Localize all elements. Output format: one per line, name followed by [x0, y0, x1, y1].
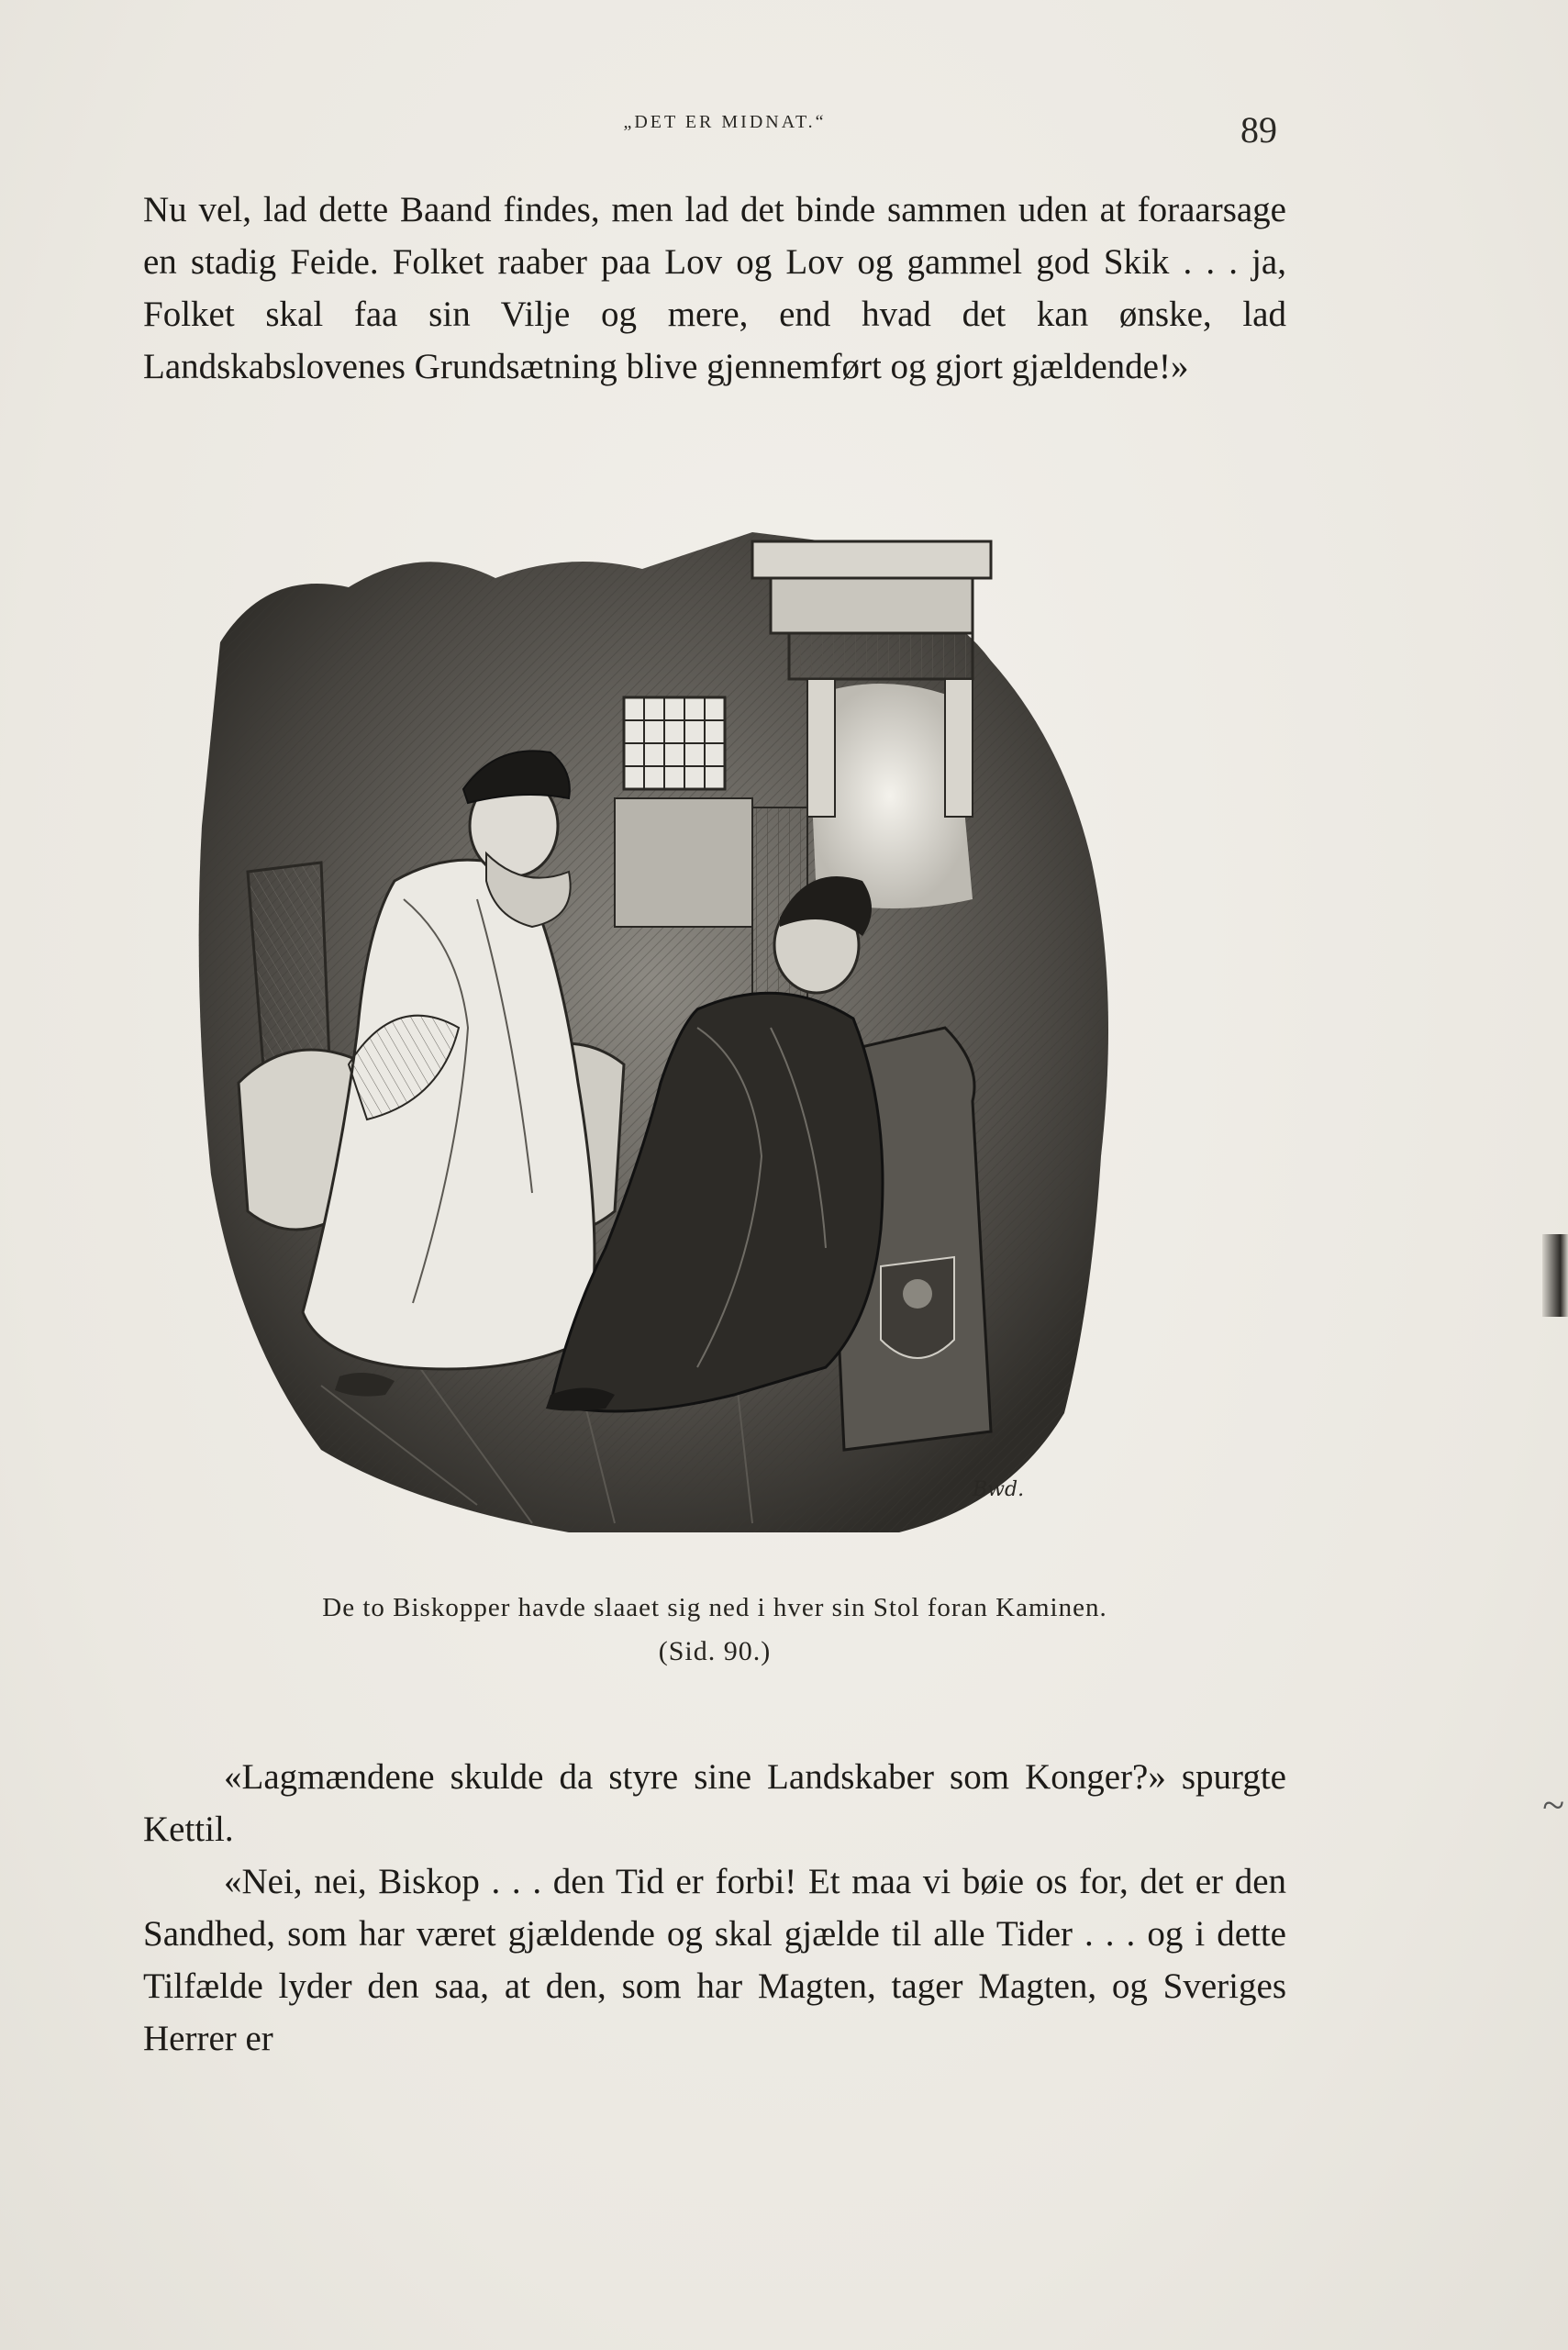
paragraph: «Nei, nei, Biskop . . . den Tid er forbi! Et maa vi bøie os for, det er den Sandhed, som har været gjældende og skal gjælde til alle Tider . . . og i dette Tilfælde lyder den saa, at den, som har Magten, tager Magten, og Sveriges Herrer er: [143, 1862, 1286, 2058]
page-number: 89: [1240, 109, 1277, 150]
page-edge-mark: [1542, 1234, 1568, 1317]
caption-page-ref: (Sid. 90.): [658, 1636, 772, 1666]
paragraph: Nu vel, lad dette Baand findes, men lad det binde sammen uden at foraarsage en stadig Feide. Folket raaber paa Lov og Lov og gammel god Skik . . . ja, Folket skal faa sin Vilje og mere, end hvad det kan ønske, lad Landskabslovenes Grundsætning blive gjennemført og gjort gjældende!»: [143, 190, 1286, 386]
caption-text: De to Biskopper havde slaaet sig ned i hver sin Stol foran Kaminen.: [322, 1593, 1107, 1622]
engraving-illustration: [183, 514, 1239, 1560]
page-edge-curl: ~: [1542, 1783, 1564, 1828]
illustration-caption: [143, 1586, 1286, 1674]
body-text-top: [143, 184, 1286, 393]
paragraph: «Lagmændene skulde da styre sine Landskaber som Konger?» spurgte Kettil.: [143, 1757, 1286, 1849]
body-text-bottom: [143, 1751, 1286, 2065]
running-head: „DET ER MIDNAT.“: [623, 112, 827, 132]
svg-text:Bwd.: Bwd.: [973, 1478, 1025, 1501]
